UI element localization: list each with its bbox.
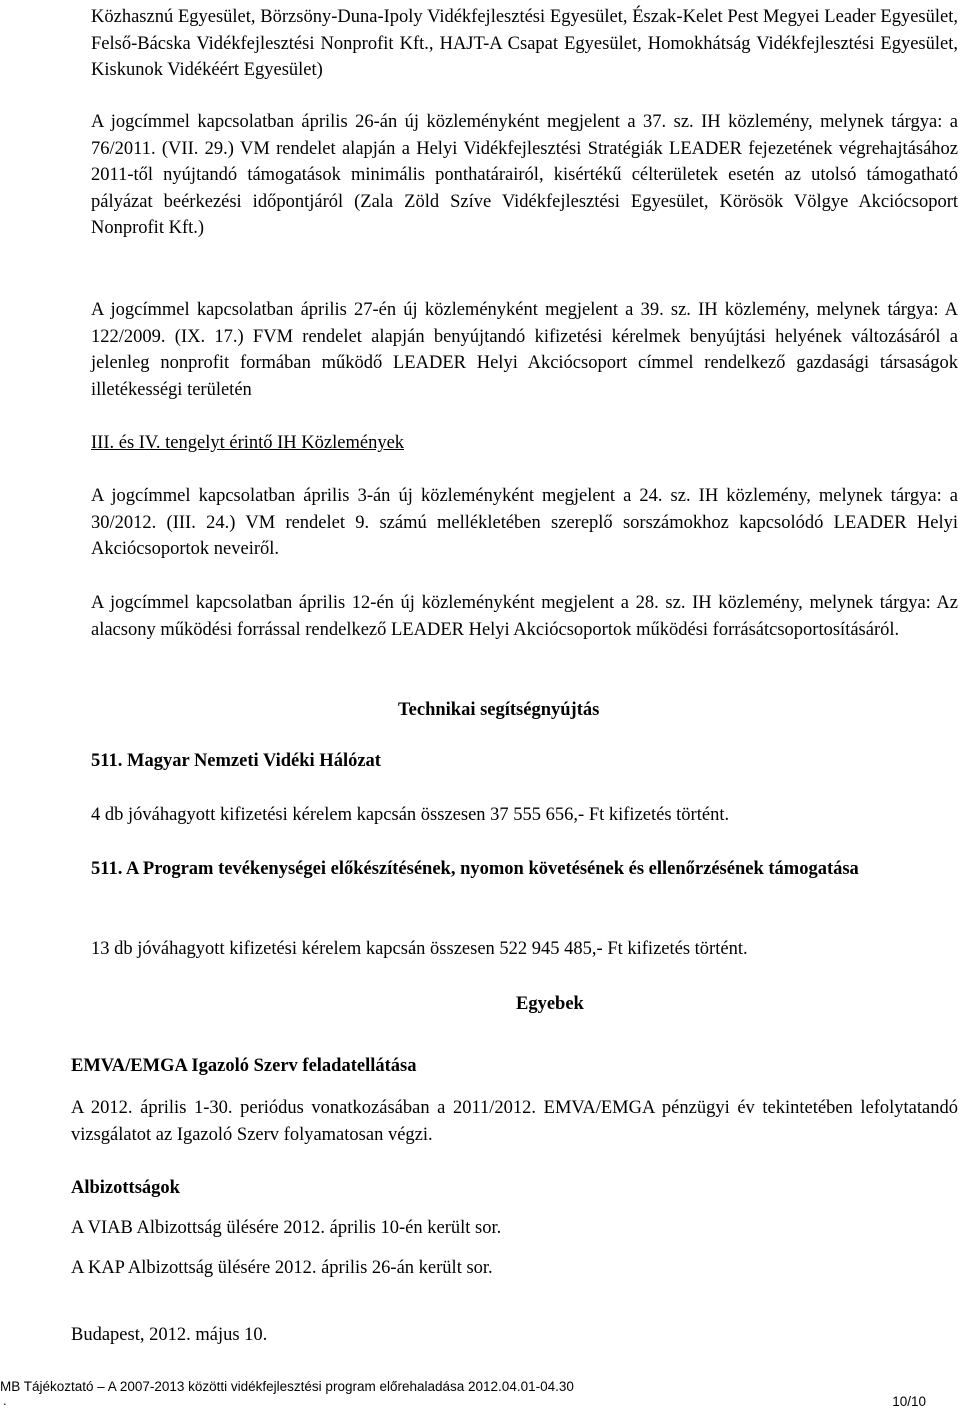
paragraph-apr3-announcement: A jogcímmel kapcsolatban április 3-án új közleményként megjelent a 24. sz. IH közlemény, melynek tárgya: a 30/2012. (III. 24.) VM rendelet 9. számú mellékletében szereplő sorszámokhoz kapcsolódó LEADER Helyi Akciócsoportok neveiről. — [91, 486, 958, 559]
paragraph-program-payments: 13 db jóváhagyott kifizetési kérelem kapcsán összesen 522 945 485,- Ft kifizetés történt. — [91, 939, 748, 959]
paragraph-apr12-announcement: A jogcímmel kapcsolatban április 12-én új közleményként megjelent a 28. sz. IH közlemény, melynek tárgya: Az alacsony működési forrással rendelkező LEADER Helyi Akciócsoportok működési forrásátcsoportosításáról. — [91, 593, 958, 640]
place-and-date: Budapest, 2012. május 10. — [71, 1325, 268, 1345]
paragraph-intro-tail: Közhasznú Egyesület, Börzsöny-Duna-Ipoly Vidékfejlesztési Egyesület, Észak-Kelet Pest Megyei Leader Egyesület, Felső-Bácska Vidékfejlesztési Nonprofit Kft., HAJT-A Csapat Egyesület, Homokhátság Vidékfejlesztési Egyesület, Kiskunok Vidékéért Egyesület) — [91, 7, 958, 80]
paragraph-kap-meeting: A KAP Albizottság ülésére 2012. április 26-án került sor. — [71, 1258, 493, 1278]
heading-program-support: 511. A Program tevékenységei előkészítésének, nyomon követésének és ellenőrzésének támogatása — [91, 859, 859, 879]
footer-title: MB Tájékoztató – A 2007-2013 közötti vidékfejlesztési program előrehaladása 2012.04.01-04.30 — [0, 1379, 574, 1394]
footer-dot: . — [3, 1393, 7, 1408]
paragraph-mnvh-payments: 4 db jóváhagyott kifizetési kérelem kapcsán összesen 37 555 656,- Ft kifizetés történt. — [91, 805, 730, 825]
paragraph-apr26-announcement: A jogcímmel kapcsolatban április 26-án új közleményként megjelent a 37. sz. IH közlemény, melynek tárgya: a 76/2011. (VII. 29.) VM rendelet alapján a Helyi Vidékfejlesztési Stratégiák LEADER fejezetének végrehajtásához 2011-től nyújtandó támogatások minimális ponthatárairól, kisértékű célterületek esetén az utolsó támogatható pályázat beérkezési időpontjáról (Zala Zöld Szíve Vidékfejlesztési Egyesület, Körösök Völgye Akciócsoport Nonprofit Kft.) — [91, 112, 958, 238]
heading-axes-announcements: III. és IV. tengelyt érintő IH Közlemények — [91, 433, 405, 453]
paragraph-emva-emga: A 2012. április 1-30. periódus vonatkozásában a 2011/2012. EMVA/EMGA pénzügyi év tekintetében lefolytatandó vizsgálatot az Igazoló Szerv folyamatosan végzi. — [71, 1098, 958, 1145]
paragraph-viab-meeting: A VIAB Albizottság ülésére 2012. április 10-én került sor. — [71, 1218, 502, 1238]
paragraph-apr27-announcement: A jogcímmel kapcsolatban április 27-én új közleményként megjelent a 39. sz. IH közlemény, melynek tárgya: A 122/2009. (IX. 17.) FVM rendelet alapján benyújtandó kifizetési kérelmek benyújtási helyének változásáról a jelenleg nonprofit formában működő LEADER Helyi Akciócsoport címmel rendelkező gazdasági társaságok illetékességi területén — [91, 300, 958, 400]
heading-technical-assistance: Technikai segítségnyújtás — [398, 700, 600, 720]
heading-mnvh: 511. Magyar Nemzeti Vidéki Hálózat — [91, 751, 381, 771]
heading-other: Egyebek — [516, 994, 584, 1014]
heading-emva-emga: EMVA/EMGA Igazoló Szerv feladatellátása — [71, 1056, 417, 1076]
heading-subcommittees: Albizottságok — [71, 1178, 180, 1198]
page-number: 10/10 — [892, 1394, 926, 1409]
